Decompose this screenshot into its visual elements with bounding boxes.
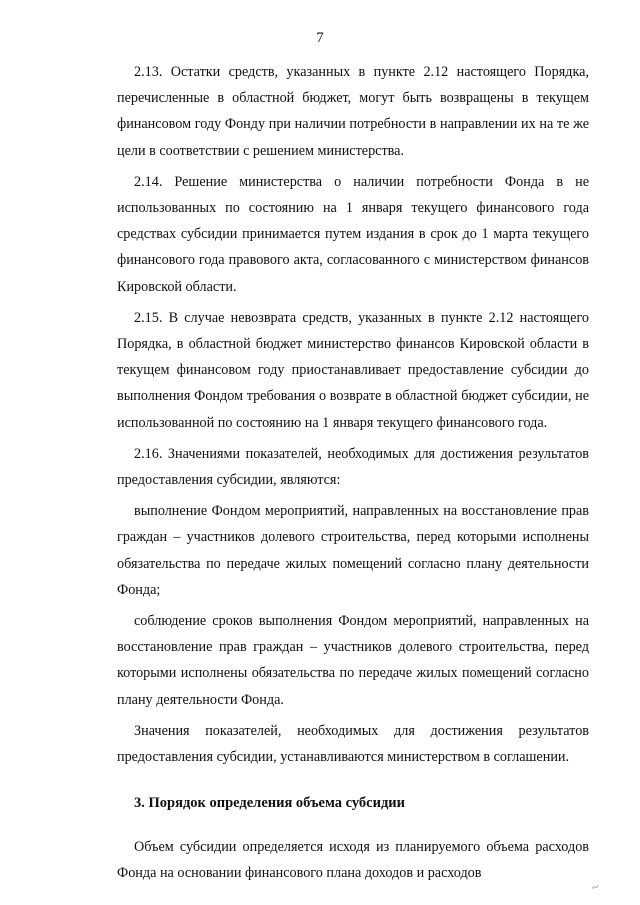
handwritten-mark-icon: ~	[589, 879, 601, 895]
paragraph-2-14: 2.14. Решение министерства о наличии потребности Фонда в не использованных по состоянию на 1 января текущего финансового года средствах субсидии принимается путем издания в срок до 1 марта текущего финансового года правового акта, согласованного с министерством финансов Кировской области.	[117, 173, 589, 295]
paragraph-indicator-2: соблюдение сроков выполнения Фондом мероприятий, направленных на восстановление прав граждан – участников долевого строительства, перед которыми исполнены обязательства по передаче жилых помещений согласно плану деятельности Фонда.	[117, 613, 589, 708]
page-number: 7	[316, 30, 324, 46]
paragraph-2-13: 2.13. Остатки средств, указанных в пункте 2.12 настоящего Порядка, перечисленные в областной бюджет, могут быть возвращены в текущем финансовом году Фонду при наличии потребности в направлении их на те же цели в соответствии с решением министерства.	[117, 64, 589, 159]
paragraph-indicator-values: Значения показателей, необходимых для достижения результатов предоставления субсидии, устанавливаются министерством в соглашении.	[117, 722, 589, 766]
paragraph-2-15: 2.15. В случае невозврата средств, указанных в пункте 2.12 настоящего Порядка, в областной бюджет министерство финансов Кировской области в текущем финансовом году приостанавливает предоставление субсидии до выполнения Фондом требования о возврате в областной бюджет субсидии, не использованной по состоянию на 1 января текущего финансового года.	[117, 309, 589, 431]
document-body	[117, 59, 589, 892]
paragraph-indicator-1: выполнение Фондом мероприятий, направленных на восстановление прав граждан – участников долевого строительства, перед которыми исполнены обязательства по передаче жилых помещений согласно плану деятельности Фонда;	[117, 503, 589, 598]
paragraph-2-16: 2.16. Значениями показателей, необходимых для достижения результатов предоставления субсидии, являются:	[117, 445, 589, 489]
section-3-heading: 3. Порядок определения объема субсидии	[134, 795, 406, 812]
paragraph-subsidy-volume: Объем субсидии определяется исходя из планируемого объема расходов Фонда на основании финансового плана доходов и расходов	[117, 839, 589, 882]
